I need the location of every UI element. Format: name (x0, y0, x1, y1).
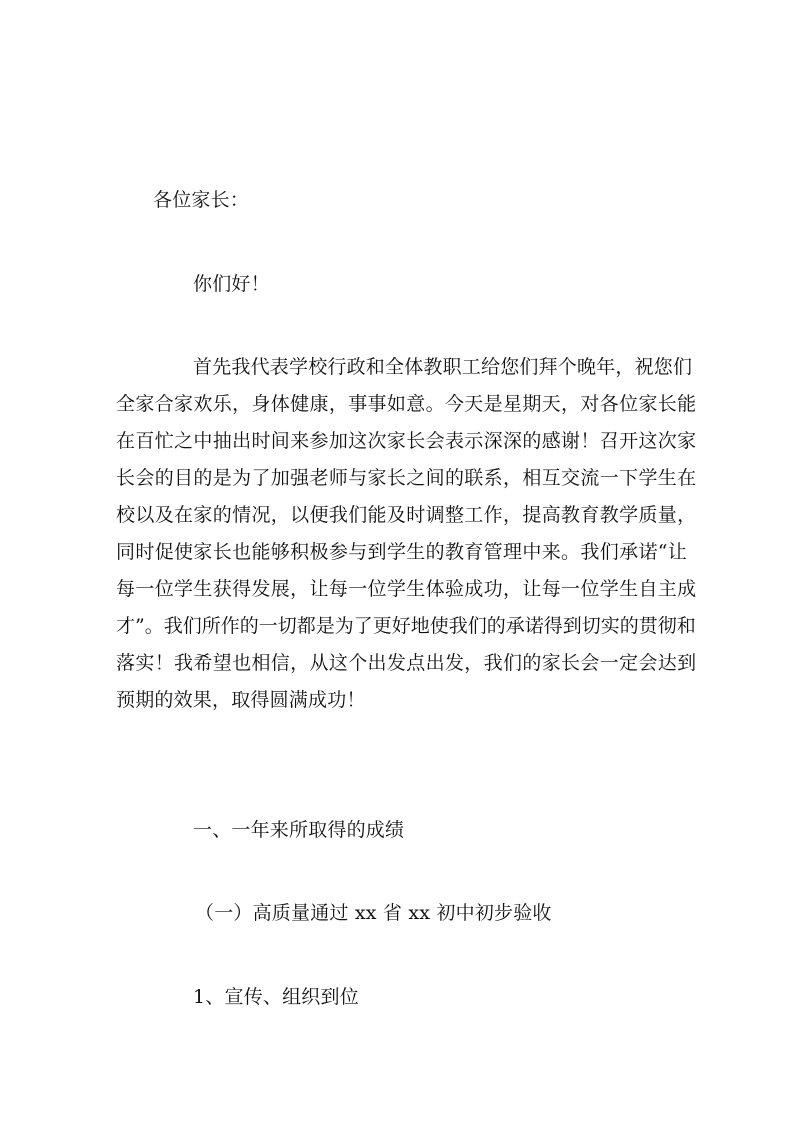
intro-line-2: 全家合家欢乐，身体健康，事事如意。今天是星期天，对各位家长能 (116, 393, 697, 415)
item-heading: 1、宣传、组织到位 (193, 986, 359, 1008)
intro-line-5: 校以及在家的情况，以便我们能及时调整工作，提高教育教学质量， (116, 504, 697, 526)
intro-line-10: 预期的效果，取得圆满成功！ (116, 689, 366, 711)
intro-line-7: 每一位学生获得发展，让每一位学生体验成功，让每一位学生自主成 (116, 578, 697, 600)
section-heading-1: 一、一年来所取得的成绩 (193, 819, 405, 841)
intro-line-9: 落实！我希望也相信，从这个出发点出发，我们的家长会一定会达到 (116, 652, 697, 674)
salutation: 各位家长： (153, 189, 250, 211)
intro-line-3: 在百忙之中抽出时间来参加这次家长会表示深深的感谢！召开这次家 (116, 430, 697, 452)
intro-line-1: 首先我代表学校行政和全体教职工给您们拜个晚年，祝您们 (193, 356, 693, 378)
intro-line-6: 同时促使家长也能够积极参与到学生的教育管理中来。我们承诺“让 (116, 541, 688, 563)
greeting: 你们好！ (193, 273, 270, 295)
subsection-heading: （一）高质量通过 xx 省 xx 初中初步验收 (195, 902, 552, 924)
intro-line-4: 长会的目的是为了加强老师与家长之间的联系，相互交流一下学生在 (116, 467, 697, 489)
intro-line-8: 才”。我们所作的一切都是为了更好地使我们的承诺得到切实的贯彻和 (116, 615, 696, 637)
